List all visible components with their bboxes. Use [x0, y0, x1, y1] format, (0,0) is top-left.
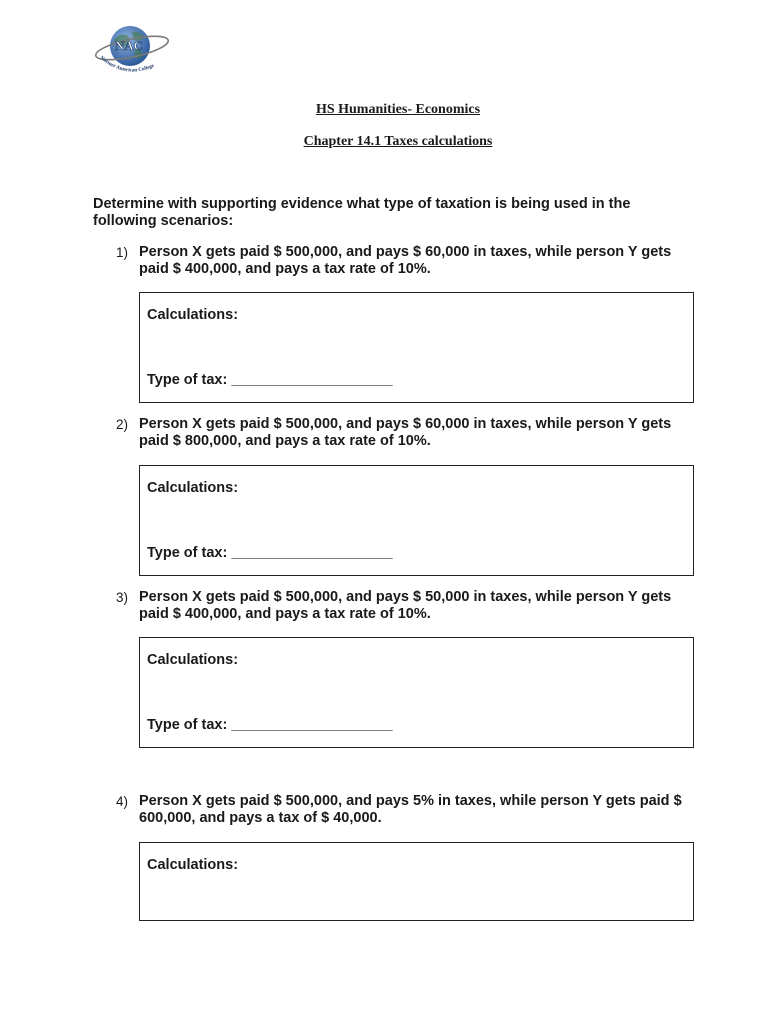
question-4	[116, 793, 686, 827]
page-title: HS Humanities- Economics	[315, 102, 481, 117]
type-of-tax-field[interactable]: Type of tax: ____________________	[147, 717, 393, 733]
question-text: Person X gets paid $ 500,000, and pays $ 60,000 in taxes, while person Y gets paid $ 800,000, and pays a tax rate of 10%.	[139, 416, 672, 449]
question-text: Person X gets paid $ 500,000, and pays $ 60,000 in taxes, while person Y gets paid $ 400,000, and pays a tax rate of 10%.	[139, 244, 672, 277]
calculations-label: Calculations:	[147, 480, 239, 496]
instructions: Determine with supporting evidence what type of taxation is being used in the following scenarios:	[93, 196, 631, 229]
calculations-label: Calculations:	[147, 857, 239, 873]
logo-ring-text: Nurmer American College	[98, 54, 156, 74]
question-text: Person X gets paid $ 500,000, and pays 5% in taxes, while person Y gets paid $ 600,000, and pays a tax of $ 40,000.	[139, 793, 682, 826]
question-text: Person X gets paid $ 500,000, and pays $ 50,000 in taxes, while person Y gets paid $ 400,000, and pays a tax rate of 10%.	[139, 589, 672, 622]
answer-box-1[interactable]	[139, 292, 694, 403]
school-logo	[92, 22, 174, 80]
question-3	[116, 589, 686, 623]
calculations-label: Calculations:	[147, 307, 239, 323]
answer-box-4[interactable]	[139, 842, 694, 921]
question-number: 4)	[116, 794, 129, 809]
question-number: 2)	[116, 417, 129, 432]
question-number: 1)	[116, 245, 129, 260]
answer-box-3[interactable]	[139, 637, 694, 748]
type-of-tax-field[interactable]: Type of tax: ____________________	[147, 545, 393, 561]
question-number: 3)	[116, 590, 129, 605]
logo-initials: NAC	[114, 38, 144, 53]
calculations-label: Calculations:	[147, 652, 239, 668]
chapter-subtitle: Chapter 14.1 Taxes calculations	[303, 134, 493, 149]
question-2	[116, 416, 686, 450]
answer-box-2[interactable]	[139, 465, 694, 576]
globe-logo-icon	[92, 22, 174, 80]
question-1	[116, 244, 686, 278]
type-of-tax-field[interactable]: Type of tax: ____________________	[147, 372, 393, 388]
